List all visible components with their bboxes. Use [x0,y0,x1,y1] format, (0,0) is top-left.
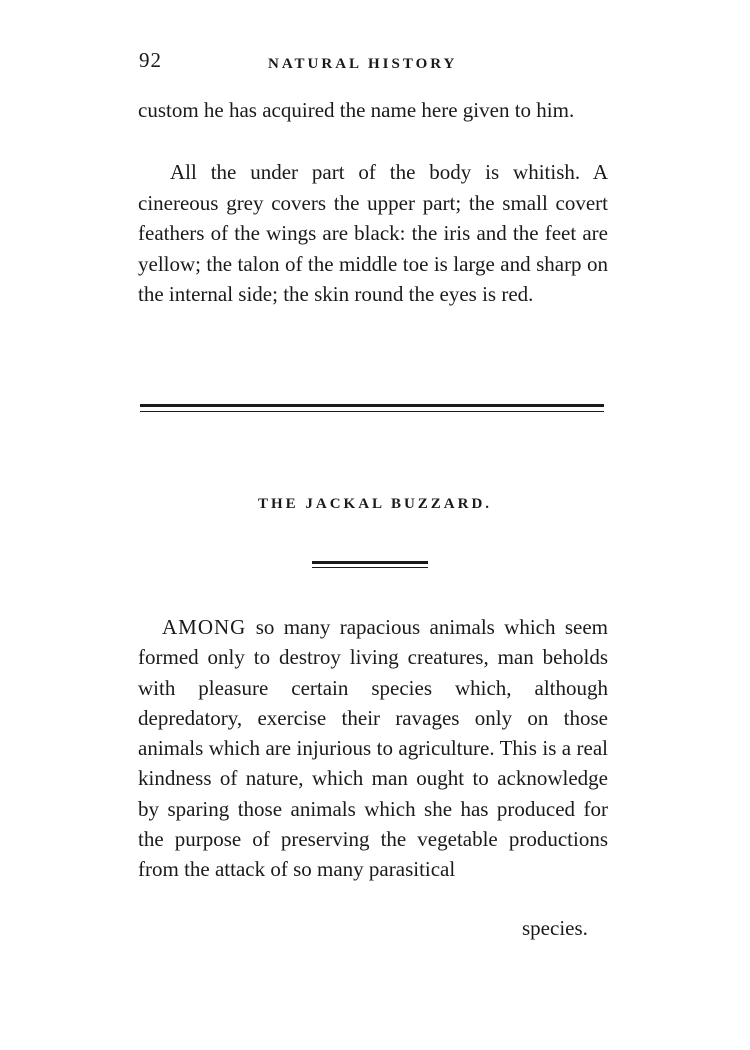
paragraph-description: All the under part of the body is whitish. A cinereous grey covers the upper part; the small covert feathers of the wings are black: the iris and the feet are yellow; the talon of the middle toe is large and sharp on the internal side; the skin round the eyes is red. [138,160,608,306]
page-number: 92 [139,48,162,72]
divider-thick-line [140,404,604,407]
heading-underline-rule [312,561,428,570]
running-head: NATURAL HISTORY [268,56,458,72]
lead-word: AMONG [162,615,247,639]
divider-thin-line [140,411,604,412]
section-body-paragraph [138,612,608,885]
underline-thin-line [312,567,428,568]
paragraph-continuation: custom he has acquired the name here given to him. [138,98,575,122]
paragraph-final-word: species. [522,916,588,940]
section-body-text: so many rapacious animals which seem formed only to destroy living creatures, man beholds with pleasure certain species which, although depredatory, exercise their ravages only on those animals which are injurious to agriculture. This is a real kindness of nature, which man ought to acknowledge by sparing those animals which she has produced for the purpose of preserving the vegetable productions from the attack of so many parasitical [138,615,608,882]
underline-thick-line [312,561,428,564]
section-heading: THE JACKAL BUZZARD. [257,496,493,512]
section-divider-rule [140,404,604,415]
